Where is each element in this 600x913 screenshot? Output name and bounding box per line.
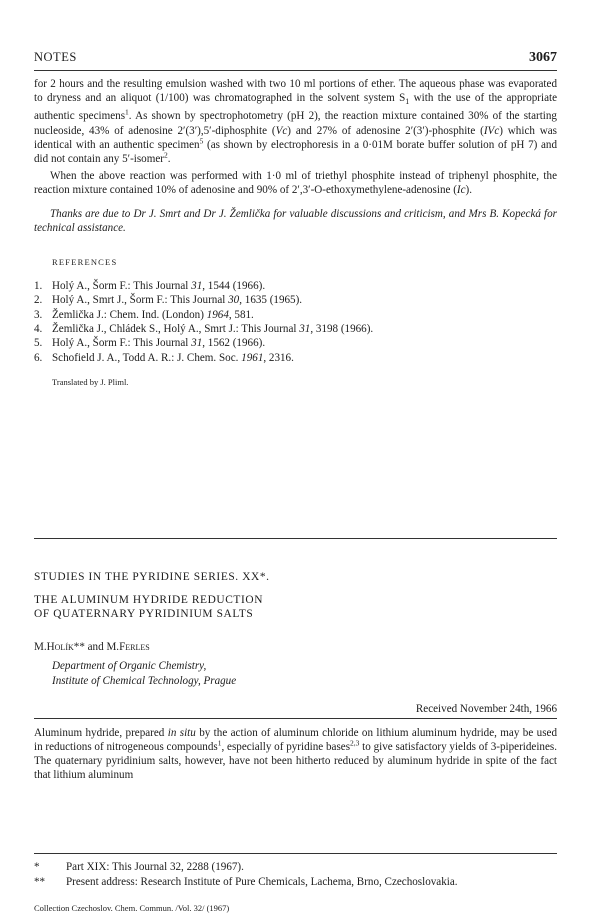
affiliation: Department of Organic Chemistry, Institute of Chemical Technology, Prague — [52, 660, 237, 687]
acknowledgement: Thanks are due to Dr J. Smrt and Dr J. Žemlička for valuable discussions and criticism, and Mrs B. Kopecká for technical assistance. — [34, 207, 557, 235]
abstract-divider — [34, 718, 557, 719]
article-header — [34, 571, 557, 715]
reference-item: 1. Holý A., Šorm F.: This Journal 31, 1544 (1966). — [34, 280, 266, 293]
running-header — [34, 50, 557, 71]
reference-item: 3. Žemlička J.: Chem. Ind. (London) 1964, 581. — [34, 308, 254, 321]
reference-item: 5. Holý A., Šorm F.: This Journal 31, 1562 (1966). — [34, 337, 266, 350]
section-divider — [34, 538, 557, 539]
reference-item: 2. Holý A., Smrt J., Šorm F.: This Journal 30, 1635 (1965). — [34, 294, 303, 307]
reference-list — [34, 279, 557, 365]
paragraph-2: When the above reaction was performed with 1·0 ml of triethyl phosphite instead of triphenyl phosphite, the reaction mixture contained 10% of adenosine and 90% of 2′,3′-O-ethoxymethylene-adenosine (Ic). — [34, 169, 557, 196]
references-heading: REFERENCES — [52, 257, 118, 268]
section-label: NOTES — [34, 50, 77, 64]
translator-note: Translated by J. Pliml. — [52, 376, 129, 387]
body-paragraph: Aluminum hydride, prepared in situ by the action of aluminum chloride on lithium aluminum hydride, may be used in reductions of nitrogeneous compounds$^1$, especially of pyridine bases$^{2,3}$ to give satisfactory yields of 3-piperideines. The quaternary pyridinium salts, however, have not been hitherto reduced by aluminum hydride in spite of the fact that lithium aluminum — [34, 727, 557, 782]
page-number: 3067 — [529, 50, 557, 65]
article-title: THE ALUMINUM HYDRIDE REDUCTION OF QUATERNARY PYRIDINIUM SALTS — [34, 594, 264, 620]
footnote-item: ** Present address: Research Institute of Pure Chemicals, Lachema, Brno, Czechoslovakia. — [34, 876, 458, 888]
footnote-divider — [34, 853, 557, 854]
author-line: M.Holík** and M.Ferles — [34, 641, 150, 653]
reference-item: 4. Žemlička J., Chládek S., Holý A., Smrt J.: This Journal 31, 3198 (1966). — [34, 323, 374, 336]
page — [34, 50, 558, 913]
reference-item: 6. Schofield J. A., Todd A. R.: J. Chem. Soc. 1961, 2316. — [34, 351, 294, 364]
received-date: Received November 24th, 1966 — [415, 703, 557, 715]
journal-footer: Collection Czechoslov. Chem. Commun. /Vol. 32/ (1967) — [34, 903, 230, 913]
series-title: STUDIES IN THE PYRIDINE SERIES. XX*. — [34, 571, 270, 583]
paragraph-1: for 2 hours and the resulting emulsion washed with two 10 ml portions of ether. The aqueous phase was evaporated to dryness and an aliquot (1/100) was chromatographed in the solvent system $S_1$ with the use of the appropriate authentic specimens$^1$. As shown by spectrophotometry (pH 2), the reaction mixture contained 30% of the starting nucleoside, 43% of adenosine 2′(3′),5′-diphosphite (Vc) and 27% of adenosine 2′(3′)-phosphite (IVc) which was identical with an authentic specimen$^5$ (as shown by electrophoresis in a 0·01M borate buffer solution of pH 7) and did not contain any 5′-isomer$^2$. — [34, 78, 558, 165]
footnotes — [34, 860, 557, 890]
footnote-item: * Part XIX: This Journal 32, 2288 (1967). — [34, 861, 244, 873]
